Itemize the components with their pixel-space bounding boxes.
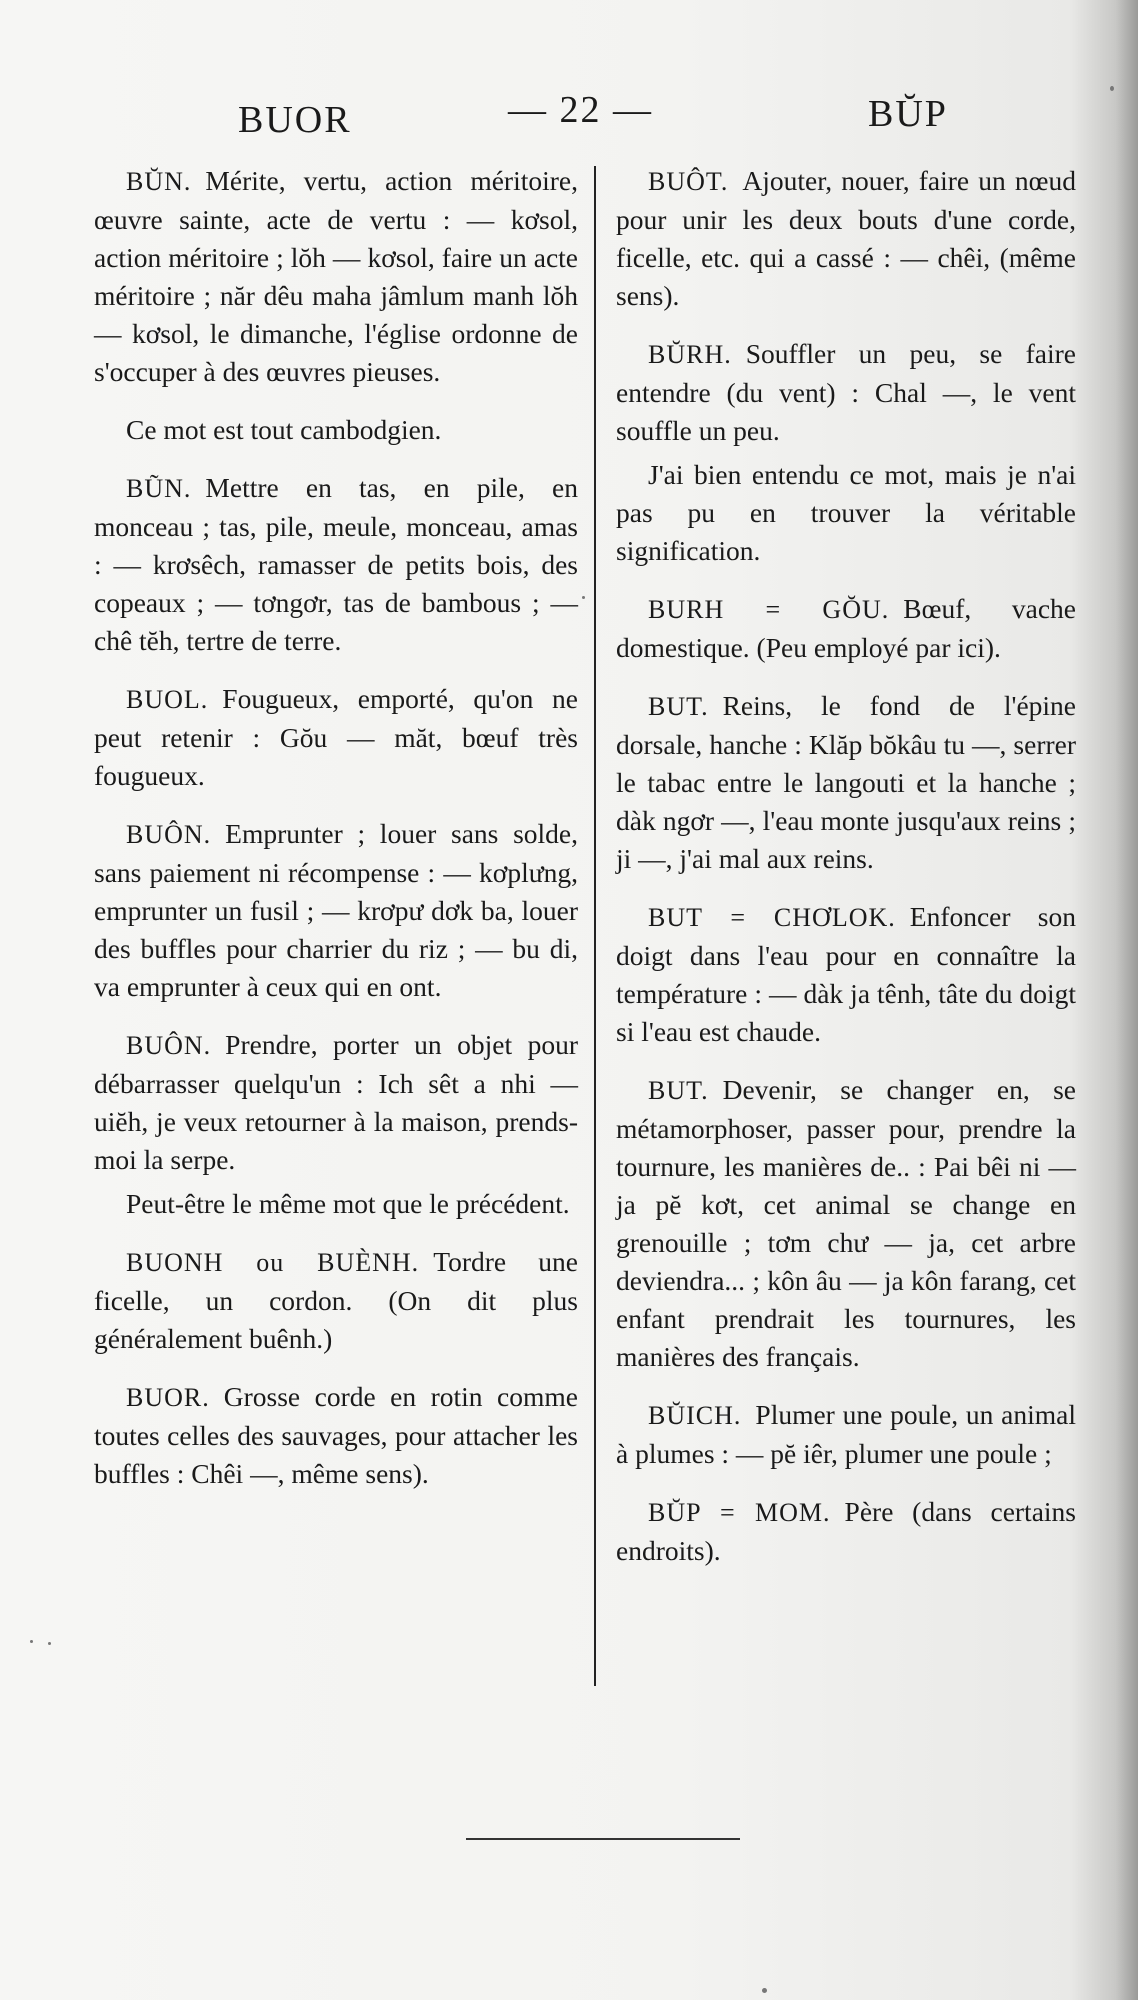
entry-headword: BŬN. [126, 167, 192, 196]
entry-headword: BŨN. [126, 474, 192, 503]
dictionary-entry [94, 680, 578, 795]
dictionary-entry [94, 469, 578, 660]
entry-definition: Plumer une poule, un animal à plumes : — pĕ iêr, plumer une poule ; [616, 1399, 1076, 1469]
entry-note [94, 1185, 578, 1223]
entry-definition: Mettre en tas, en pile, en monceau ; tas, pile, meule, monceau, amas : — krơsêch, ramasser de petits bois, des copeaux ; — tơngơr, tas de bambous ; — chê tĕh, tertre de terre. [94, 472, 578, 656]
entry-headword: BŬP = MOM. [648, 1498, 831, 1527]
right-guide-word: BŬP [868, 93, 948, 135]
entry-note [616, 456, 1076, 570]
bottom-rule [466, 1838, 740, 1840]
entry-headword: BUÔN. [126, 1031, 212, 1060]
entry-headword: BUÔN. [126, 820, 212, 849]
note-text: J'ai bien entendu ce mot, mais je n'ai pas pu en trouver la véritable signification. [616, 459, 1076, 566]
entry-definition: Père (dans certains endroits). [616, 1496, 1076, 1566]
left-column [94, 162, 578, 1513]
dictionary-entry [616, 1071, 1076, 1376]
entry-definition: Devenir, se changer en, se métamorphoser, passer pour, prendre la tournure, les manières de.. : Pai bêi ni — ja pĕ kơt, cet animal se change en grenouille ; tơm chư — ja, cet arbre deviendra... ; kôn âu — ja kôn farang, cet enfant prendrait les tournures, les manières des français. [616, 1074, 1076, 1372]
paper-speck [30, 1640, 33, 1643]
entry-headword: BUOR. [126, 1383, 210, 1412]
entry-definition: Emprunter ; louer sans solde, sans paiement ni récompense : — kơplưng, emprunter un fusil ; — krơpư dơk ba, louer des buffles pour charrier du riz ; — bu di, va emprunter à ceux qui en ont. [94, 818, 578, 1002]
dictionary-entry [94, 1378, 578, 1493]
entry-definition: Prendre, porter un objet pour débarrasser quelqu'un : Ich sêt a nhi — uiĕh, je veux retourner à la maison, prends-moi la serpe. [94, 1029, 578, 1175]
entry-headword: BUONH ou BUÈNH. [126, 1248, 420, 1277]
note-text: Ce mot est tout cambodgien. [126, 414, 442, 445]
dictionary-entry [94, 1026, 578, 1179]
entry-definition: Grosse corde en rotin comme toutes celles des sauvages, pour attacher les buffles : Chêi —, même sens). [94, 1381, 578, 1489]
entry-definition: Enfoncer son doigt dans l'eau pour en connaître la température : — dàk ja tênh, tâte du doigt si l'eau est chaude. [616, 901, 1076, 1047]
entry-headword: BUÔT. [648, 167, 729, 196]
entry-headword: BŬICH. [648, 1401, 742, 1430]
note-text: Peut-être le même mot que le précédent. [126, 1188, 570, 1219]
column-divider [594, 166, 596, 1686]
entry-definition: Fougueux, emporté, qu'on ne peut retenir : Gŏu — măt, bœuf très fougueux. [94, 683, 578, 791]
paper-speck [48, 1642, 51, 1645]
running-header [0, 88, 1138, 148]
entry-headword: BUT. [648, 692, 709, 721]
entry-headword: BUOL. [126, 685, 209, 714]
dictionary-entry [94, 815, 578, 1006]
entry-definition: Mérite, vertu, action méritoire, œuvre sainte, acte de vertu : — kơsol, action méritoire ; lŏh — kơsol, faire un acte méritoire ; năr dêu maha jâmlum manh lŏh — kơsol, le dimanche, l'église ordonne de s'occuper à des œuvres pieuses. [94, 165, 578, 387]
dictionary-entry [94, 1243, 578, 1358]
dictionary-entry [616, 1493, 1076, 1570]
left-guide-word: BUOR [238, 99, 352, 141]
entry-headword: BŬRH. [648, 340, 732, 369]
entry-headword: BURH = GŎU. [648, 595, 890, 624]
entry-definition: Tordre une ficelle, un cordon. (On dit plus généralement buênh.) [94, 1246, 579, 1354]
paper-speck [762, 1988, 767, 1993]
dictionary-entry [616, 687, 1076, 878]
paper-speck [582, 596, 585, 599]
entry-definition: Ajouter, nouer, faire un nœud pour unir les deux bouts d'une corde, ficelle, etc. qui a cassé : — chêi, (même sens). [616, 165, 1076, 311]
right-column [616, 162, 1076, 1590]
entry-definition: Reins, le fond de l'épine dorsale, hanche : Klăp bŏkâu tu —, serrer le tabac entre le langouti et la hanche ; dàk ngơr —, l'eau monte jusqu'aux reins ; ji —, j'ai mal aux reins. [616, 690, 1076, 874]
paper-speck [1110, 86, 1114, 91]
entry-definition: Souffler un peu, se faire entendre (du vent) : Chal —, le vent souffle un peu. [616, 338, 1076, 446]
entry-definition: Bœuf, vache domestique. (Peu employé par ici). [616, 593, 1076, 663]
page-number: — 22 — [508, 89, 653, 131]
dictionary-entry [616, 898, 1076, 1051]
entry-headword: BUT. [648, 1076, 709, 1105]
dictionary-entry [616, 590, 1076, 667]
dictionary-entry [94, 162, 578, 391]
dictionary-entry [616, 1396, 1076, 1473]
dictionary-entry [616, 335, 1076, 450]
entry-note [94, 411, 578, 449]
entry-headword: BUT = CHƠLOK. [648, 903, 896, 932]
dictionary-entry [616, 162, 1076, 315]
